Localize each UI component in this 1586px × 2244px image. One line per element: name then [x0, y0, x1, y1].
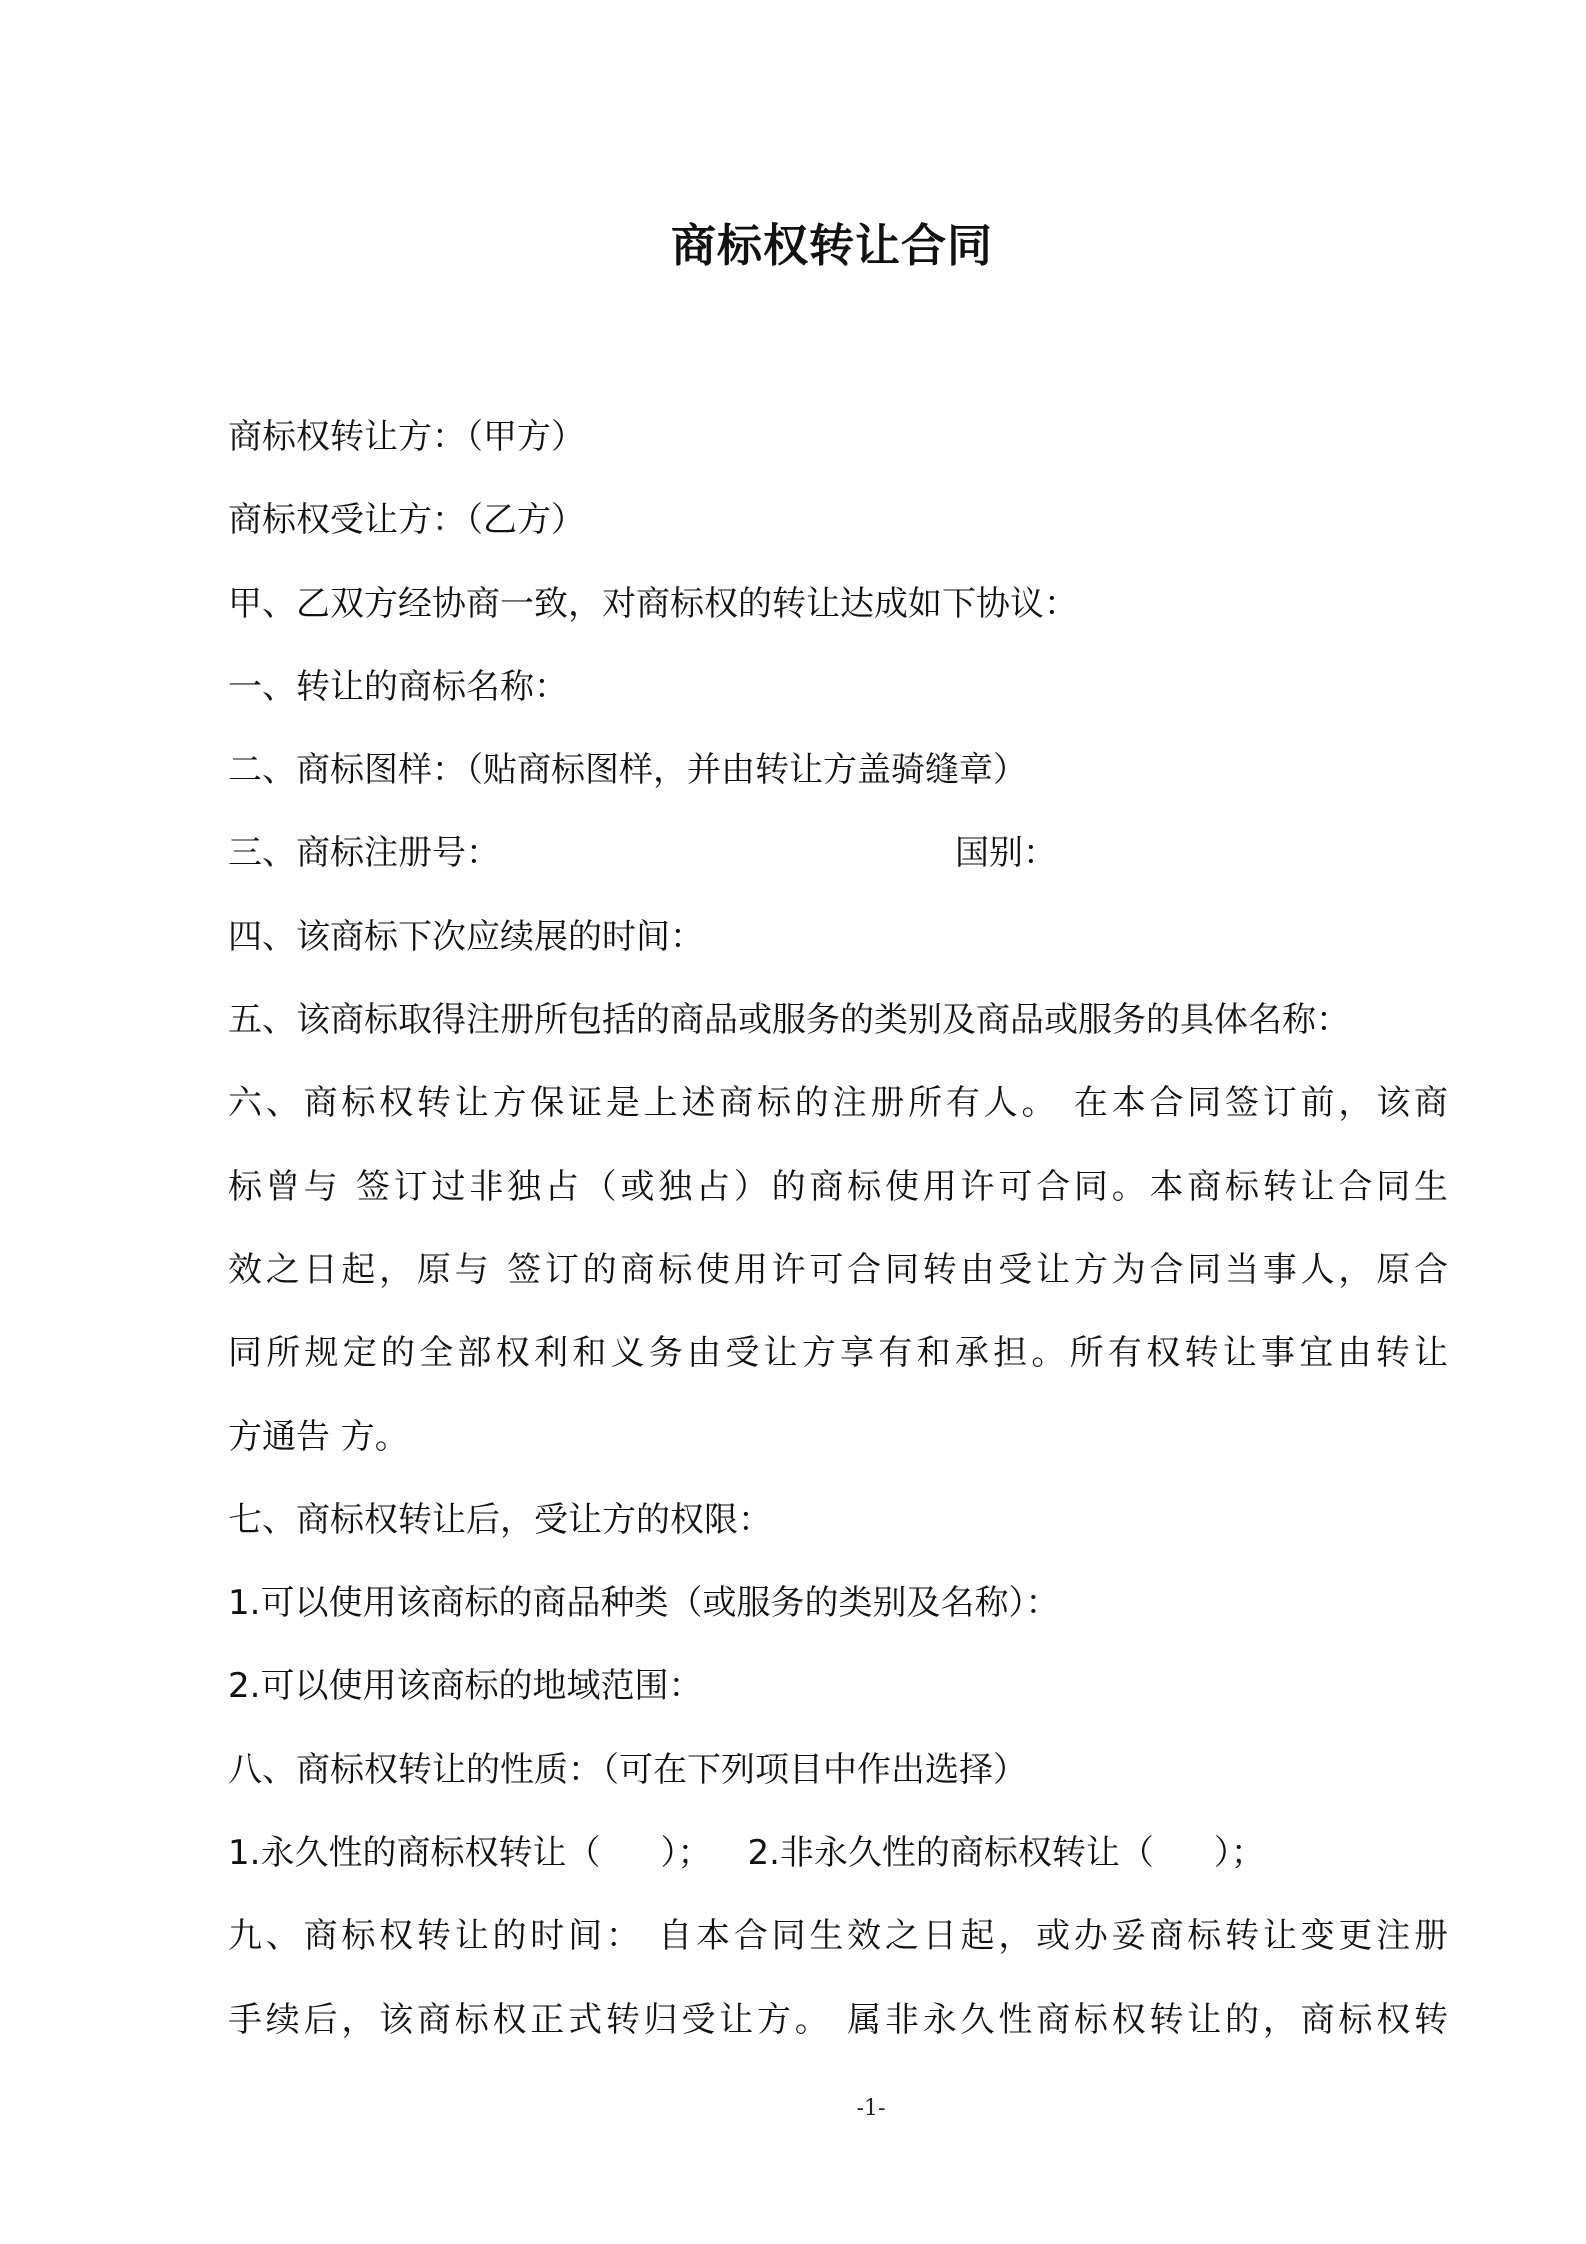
clause-6-line-4: 同所规定的全部权利和义务由受让方享有和承担。所有权转让事宜由转让	[228, 1333, 1448, 1374]
transferee-line: 商标权受让方：（乙方）	[228, 500, 585, 541]
clause-1-trademark-name: 一、转让的商标名称：	[228, 666, 568, 707]
clause-4-renewal-time: 四、该商标下次应续展的时间：	[228, 916, 704, 957]
non-permanent-transfer-close: ）；	[1213, 1833, 1265, 1874]
non-permanent-transfer-label: 2.非永久性的商标权转让（	[747, 1833, 1154, 1874]
contract-body	[228, 396, 1448, 2062]
clause-7-item-1: 1.可以使用该商标的商品种类（或服务的类别及名称）：	[228, 1583, 1060, 1624]
clause-8-options	[228, 1812, 1448, 1895]
agreement-intro-line: 甲、乙双方经协商一致，对商标权的转让达成如下协议：	[228, 583, 1078, 624]
permanent-transfer-label: 1.永久性的商标权转让（	[228, 1833, 601, 1874]
clause-9-line-1: 九、商标权转让的时间： 自本合同生效之日起，或办妥商标转让变更注册	[228, 1916, 1448, 1957]
clause-6-line-5: 方通告 方。	[228, 1416, 409, 1457]
registration-number-label: 三、商标注册号：	[228, 833, 500, 874]
clause-6-line-3: 效之日起，原与 签订的商标使用许可合同转由受让方为合同当事人，原合	[228, 1249, 1448, 1290]
clause-8-transfer-nature: 八、商标权转让的性质：（可在下列项目中作出选择）	[228, 1749, 1027, 1790]
document-title: 商标权转让合同	[670, 219, 993, 272]
clause-6-line-1: 六、商标权转让方保证是上述商标的注册所有人。 在本合同签订前，该商	[228, 1083, 1448, 1124]
clause-7-item-2: 2.可以使用该商标的地域范围：	[228, 1666, 703, 1707]
page-number: -1-	[856, 2096, 886, 2121]
clause-7-transferee-rights: 七、商标权转让后，受让方的权限：	[228, 1499, 772, 1540]
clause-2-trademark-sample: 二、商标图样：（贴商标图样，并由转让方盖骑缝章）	[228, 750, 1027, 791]
permanent-transfer-close: ）；	[660, 1833, 712, 1874]
country-label: 国别：	[955, 833, 1057, 874]
clause-3-registration-number	[228, 812, 1448, 895]
clause-9-line-2: 手续后，该商标权正式转归受让方。 属非永久性商标权转让的，商标权转	[228, 1999, 1448, 2040]
clause-5-goods-services: 五、该商标取得注册所包括的商品或服务的类别及商品或服务的具体名称：	[228, 1000, 1350, 1041]
clause-6-line-2: 标曾与 签订过非独占（或独占）的商标使用许可合同。本商标转让合同生	[228, 1166, 1448, 1207]
transferor-line: 商标权转让方：（甲方）	[228, 417, 585, 457]
